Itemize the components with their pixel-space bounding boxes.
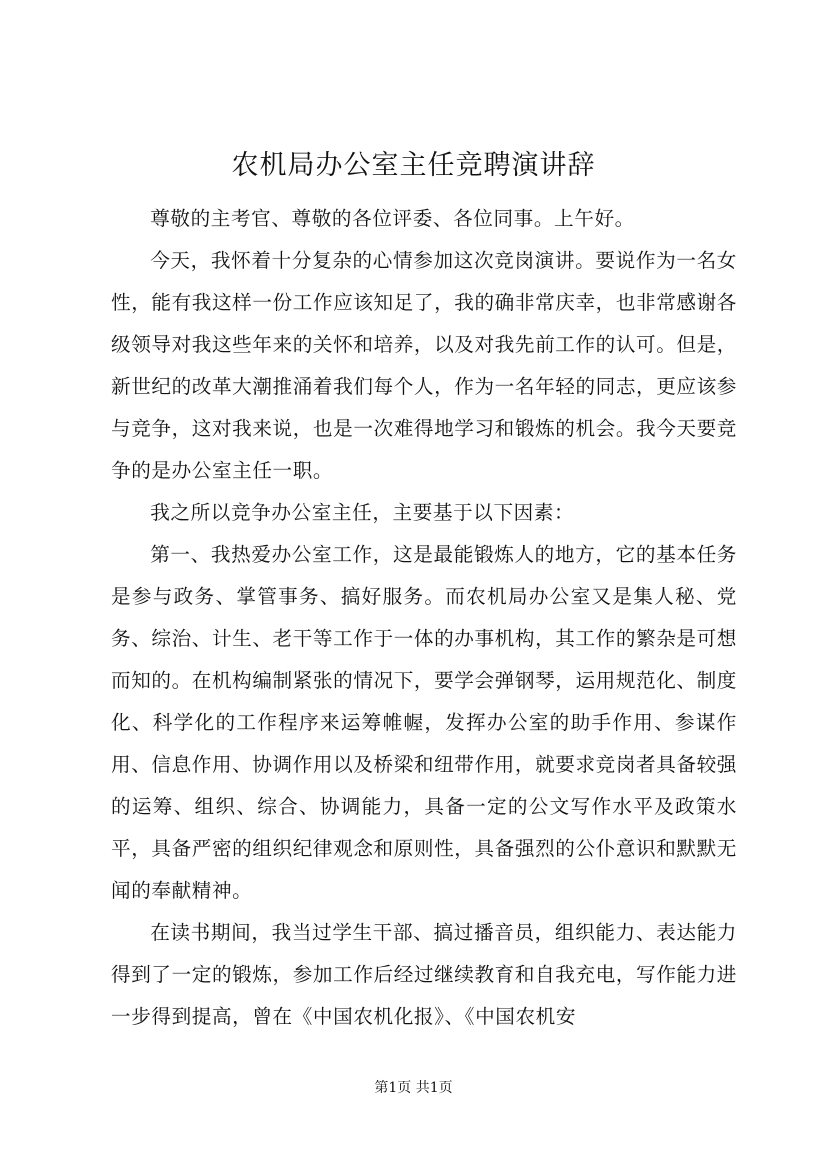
paragraph-reason-one: 第一、我热爱办公室工作，这是最能锻炼人的地方，它的基本任务是参与政务、掌管事务、搞好服务。而农机局办公室又是集人秘、党务、综治、计生、老干等工作于一体的办事机构，其工作的繁杂是可想而知的。在机构编制紧张的情况下，要学会弹钢琴，运用规范化、制度化、科学化的工作程序来运筹帷幄，发挥办公室的助手作用、参谋作用、信息作用、协调作用以及桥梁和纽带作用，就要求竞岗者具备较强的运筹、组织、综合、协调能力，具备一定的公文写作水平及政策水平，具备严密的组织纪律观念和原则性，具备强烈的公仆意识和默默无闻的奉献精神。 <box>111 543 738 902</box>
paragraph-reasons-lead: 我之所以竞争办公室主任，主要基于以下因素： <box>150 501 575 524</box>
document-body <box>111 198 737 1038</box>
page-title: 农机局办公室主任竞聘演讲辞 <box>231 150 596 181</box>
page-number-footer: 第1页 共1页 <box>374 1080 453 1096</box>
paragraph-experience: 在读书期间，我当过学生干部、搞过播音员，组织能力、表达能力得到了一定的锻炼，参加工作后经过继续教育和自我充电，写作能力进一步得到提高，曾在《中国农机化报》、《中国农机安 <box>111 921 738 1028</box>
paragraph-greeting: 尊敬的主考官、尊敬的各位评委、各位同事。上午好。 <box>150 207 635 230</box>
paragraph-intro: 今天，我怀着十分复杂的心情参加这次竞岗演讲。要说作为一名女性，能有我这样一份工作应该知足了，我的确非常庆幸，也非常感谢各级领导对我这些年来的关怀和培养，以及对我先前工作的认可。但是，新世纪的改革大潮推涌着我们每个人，作为一名年轻的同志，更应该参与竞争，这对我来说，也是一次难得地学习和锻炼的机会。我今天要竞争的是办公室主任一职。 <box>111 249 738 482</box>
